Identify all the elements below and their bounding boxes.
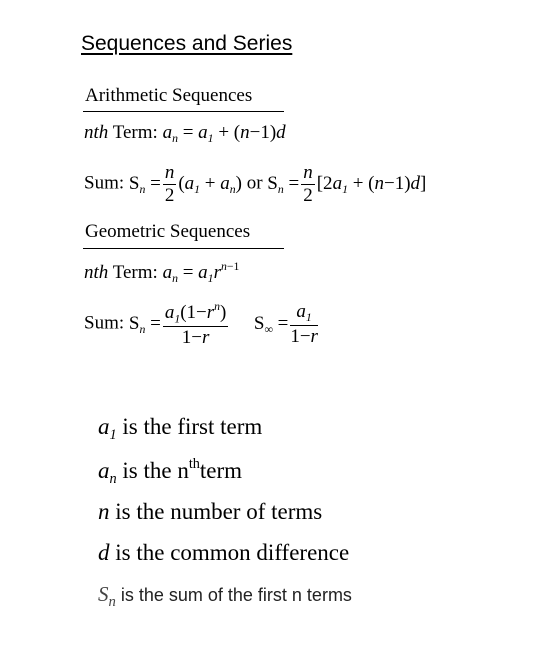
a1-description: is the first term xyxy=(122,414,263,439)
geometric-nth-formula: $a_n = a_1r^{n-1}$ xyxy=(162,260,240,286)
sn-symbol: $S_n$ xyxy=(98,582,116,611)
geometric-heading: Geometric Sequences xyxy=(85,221,251,242)
d-symbol: d xyxy=(98,540,110,565)
n-description: is the number of terms xyxy=(115,499,323,524)
or-label: or xyxy=(246,172,263,194)
legend-sn xyxy=(98,582,352,611)
term-label: Term: xyxy=(112,122,158,143)
an-description: is the $n^{th}term$ xyxy=(122,456,243,483)
arithmetic-heading-underline xyxy=(83,111,284,112)
page-title: Sequences and Series xyxy=(81,32,293,55)
nth-italic-label: nth xyxy=(84,122,109,143)
legend-d xyxy=(98,540,349,566)
arithmetic-sum-formula-2: $S_n$ = $\frac{n}{2}$ $[2a_1 + (n-1)d]$ xyxy=(267,162,427,206)
an-symbol: $a_n$ xyxy=(98,457,117,487)
sum-label: Sum: xyxy=(84,312,125,334)
geometric-nth-term xyxy=(84,260,239,286)
geometric-sum-formula: $S_n$ = $\frac{a_1(1-r^n)}{1-r}$ xyxy=(128,300,227,348)
nth-italic-label: nth xyxy=(84,262,109,284)
sum-label: Sum: xyxy=(84,172,125,194)
arithmetic-sum xyxy=(84,162,426,207)
geometric-sum xyxy=(84,300,320,349)
d-description: is the common difference xyxy=(115,540,350,565)
n-symbol: n xyxy=(98,499,110,524)
geometric-infinite-sum-formula: $S_\infty$ = $\frac{a_1}{1-r}$ xyxy=(253,301,318,347)
a1-symbol: $a_1$ xyxy=(98,414,117,443)
sn-description: is the sum of the first n terms xyxy=(120,585,352,605)
geometric-heading-underline xyxy=(83,248,284,249)
legend-a1 xyxy=(98,414,262,444)
legend-an xyxy=(98,456,242,488)
arithmetic-sum-formula-1: $S_n$ = $\frac{n}{2}$ $(a_1 + a_n)$ xyxy=(128,162,242,206)
arithmetic-nth-term xyxy=(84,122,286,146)
term-label: Term: xyxy=(112,262,158,284)
legend-n xyxy=(98,499,322,525)
arithmetic-nth-formula: $a_n = a_1 + (n-1)d$ xyxy=(162,122,286,146)
arithmetic-heading: Arithmetic Sequences xyxy=(85,85,253,106)
